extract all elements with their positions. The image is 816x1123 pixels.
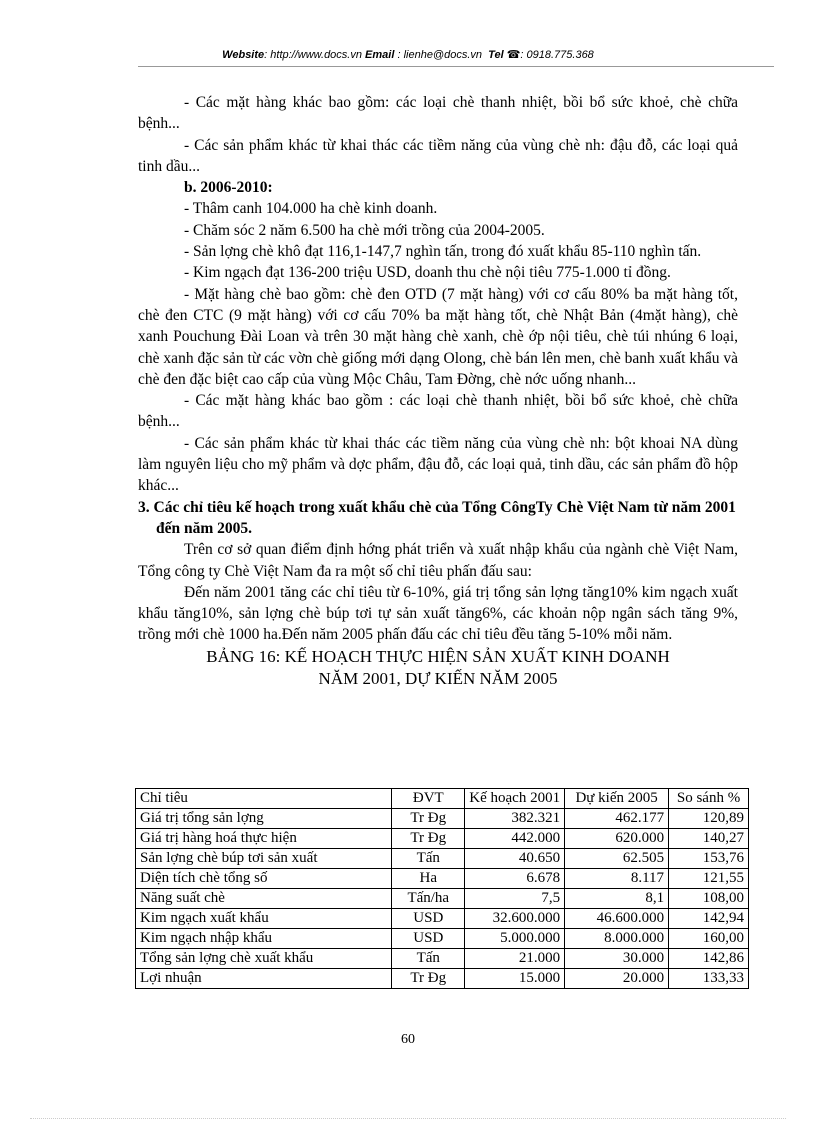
- column-header: ĐVT: [392, 789, 465, 809]
- table-cell: 7,5: [465, 889, 565, 909]
- subheading-b: b. 2006-2010:: [184, 179, 273, 197]
- paragraph: - Các mặt hàng khác bao gồm: các loại chè thanh nhiệt, bồi bổ sức khoẻ, chè chữa bệnh...: [138, 94, 738, 133]
- page-number: 60: [401, 1032, 415, 1047]
- section-heading: 3. Các chỉ tiêu kế hoạch trong xuất khẩu chè của Tổng CôngTy Chè Việt Nam từ năm 2001 đến năm 2005.: [138, 498, 736, 537]
- paragraph: - Thâm canh 104.000 ha chè kinh doanh.: [184, 200, 438, 218]
- page-header: [0, 48, 816, 61]
- table-title: BẢNG 16: KẾ HOẠCH THỰC HIỆN SẢN XUẤT KINH DOANH: [206, 646, 670, 666]
- table-row: [136, 829, 749, 849]
- column-header: So sánh %: [669, 789, 749, 809]
- table-cell: 21.000: [465, 949, 565, 969]
- paragraph: - Kim ngạch đạt 136-200 triệu USD, doanh thu chè nội tiêu 775-1.000 tỉ đồng.: [184, 264, 671, 282]
- table-cell: Năng suất chè: [136, 889, 392, 909]
- table-cell: Diện tích chè tổng số: [136, 869, 392, 889]
- table-cell: USD: [392, 909, 465, 929]
- column-header: Chỉ tiêu: [136, 789, 392, 809]
- document-body: [138, 92, 738, 690]
- table-cell: Tấn: [392, 849, 465, 869]
- table-cell: 121,55: [669, 869, 749, 889]
- table-row: [136, 929, 749, 949]
- table-cell: 5.000.000: [465, 929, 565, 949]
- tel-label: Tel: [488, 49, 504, 61]
- table-cell: 8,1: [565, 889, 669, 909]
- header-divider: [138, 66, 774, 67]
- table-cell: Sản lợng chè búp tơi sản xuất: [136, 849, 392, 869]
- table-subtitle: NĂM 2001, DỰ KIẾN NĂM 2005: [318, 668, 558, 688]
- table-cell: 140,27: [669, 829, 749, 849]
- paragraph: Đến năm 2001 tăng các chỉ tiêu từ 6-10%, giá trị tổng sản lợng tăng10% kim ngạch xuất khẩu tăng10%, sản lợng chè búp tơi tự sản xuất tăng6%, các khoản nộp ngân sách tăng 9%, trồng mới chè 1000 ha.Đến năm 2005 phấn đấu các chỉ tiêu đều tăng 5-10% mỗi năm.: [138, 583, 738, 644]
- table-cell: 108,00: [669, 889, 749, 909]
- table-cell: 142,86: [669, 949, 749, 969]
- table-row: [136, 809, 749, 829]
- table-cell: Giá trị hàng hoá thực hiện: [136, 829, 392, 849]
- table-cell: Tr Đg: [392, 829, 465, 849]
- table-cell: 40.650: [465, 849, 565, 869]
- table-cell: Kim ngạch xuất khẩu: [136, 909, 392, 929]
- table-cell: 46.600.000: [565, 909, 669, 929]
- paragraph: - Các mặt hàng khác bao gồm : các loại chè thanh nhiệt, bồi bổ sức khoẻ, chè chữa bệnh...: [138, 392, 738, 431]
- paragraph: - Mặt hàng chè bao gồm: chè đen OTD (7 mặt hàng) với cơ cấu 80% ba mặt hàng tốt, chè đen CTC (9 mặt hàng) với cơ cấu 70% ba mặt hàng tốt, chè Nhật Bản (4mặt hàng), chè xanh Pouchung Đài Loan và trên 30 mặt hàng chè xanh, chè ớp nội tiêu, chè túi nhúng 6 loại, chè xanh đặc sản từ các vờn chè giống mới dạng Olong, chè bán lên men, chè banh xuất khẩu và chè đen đặc biệt cao cấp của vùng Mộc Châu, Tam Đờng, chè nớc uống nhanh...: [138, 285, 738, 388]
- column-header: Dự kiến 2005: [565, 789, 669, 809]
- table-row: [136, 949, 749, 969]
- paragraph: - Các sản phẩm khác từ khai thác các tiềm năng của vùng chè nh: đậu đỗ, các loại quả tinh dầu...: [138, 136, 738, 175]
- table-cell: 15.000: [465, 969, 565, 989]
- table-row: [136, 909, 749, 929]
- paragraph: Trên cơ sở quan điểm định hớng phát triển và xuất nhập khẩu của ngành chè Việt Nam, Tổng công ty Chè Việt Nam đa ra một số chỉ tiêu phấn đấu sau:: [138, 541, 738, 580]
- website-value: : http://www.docs.vn: [264, 49, 362, 61]
- paragraph: - Sản lợng chè khô đạt 116,1-147,7 nghìn tấn, trong đó xuất khẩu 85-110 nghìn tấn.: [184, 243, 702, 261]
- table-row: [136, 869, 749, 889]
- table-header-row: [136, 789, 749, 809]
- table-cell: 8.117: [565, 869, 669, 889]
- table-cell: 8.000.000: [565, 929, 669, 949]
- table-cell: Tấn: [392, 949, 465, 969]
- table-cell: 120,89: [669, 809, 749, 829]
- email-label: Email: [365, 49, 395, 61]
- table-cell: Tấn/ha: [392, 889, 465, 909]
- paragraph: - Chăm sóc 2 năm 6.500 ha chè mới trồng của 2004-2005.: [184, 221, 545, 239]
- email-value: : lienhe@docs.vn: [394, 49, 483, 61]
- table-cell: 6.678: [465, 869, 565, 889]
- column-header: Kế hoạch 2001: [465, 789, 565, 809]
- table-cell: 442.000: [465, 829, 565, 849]
- table-cell: Tổng sản lợng chè xuất khẩu: [136, 949, 392, 969]
- table-cell: 142,94: [669, 909, 749, 929]
- table-cell: Kim ngạch nhập khẩu: [136, 929, 392, 949]
- table-row: [136, 889, 749, 909]
- website-label: Website: [222, 49, 265, 61]
- table-cell: USD: [392, 929, 465, 949]
- table-cell: Lợi nhuận: [136, 969, 392, 989]
- table-cell: Tr Đg: [392, 809, 465, 829]
- table-cell: Giá trị tổng sản lợng: [136, 809, 392, 829]
- table-cell: 160,00: [669, 929, 749, 949]
- table-cell: 62.505: [565, 849, 669, 869]
- table-cell: 620.000: [565, 829, 669, 849]
- table-cell: 382.321: [465, 809, 565, 829]
- table-row: [136, 849, 749, 869]
- table-cell: 153,76: [669, 849, 749, 869]
- table-cell: 30.000: [565, 949, 669, 969]
- table-cell: 32.600.000: [465, 909, 565, 929]
- plan-table: [135, 788, 749, 989]
- table-row: [136, 969, 749, 989]
- table-cell: 462.177: [565, 809, 669, 829]
- page-footer-rule: [30, 1118, 786, 1119]
- tel-value: ☎: 0918.775.368: [503, 49, 594, 61]
- table-cell: Ha: [392, 869, 465, 889]
- table-cell: 20.000: [565, 969, 669, 989]
- paragraph: - Các sản phẩm khác từ khai thác các tiềm năng của vùng chè nh: bột khoai NA dùng làm nguyên liệu cho mỹ phẩm và dợc phẩm, đậu đỗ, các loại quả, tinh dầu, các sản phẩm đồ hộp khác...: [138, 434, 738, 495]
- table-cell: 133,33: [669, 969, 749, 989]
- table-cell: Tr Đg: [392, 969, 465, 989]
